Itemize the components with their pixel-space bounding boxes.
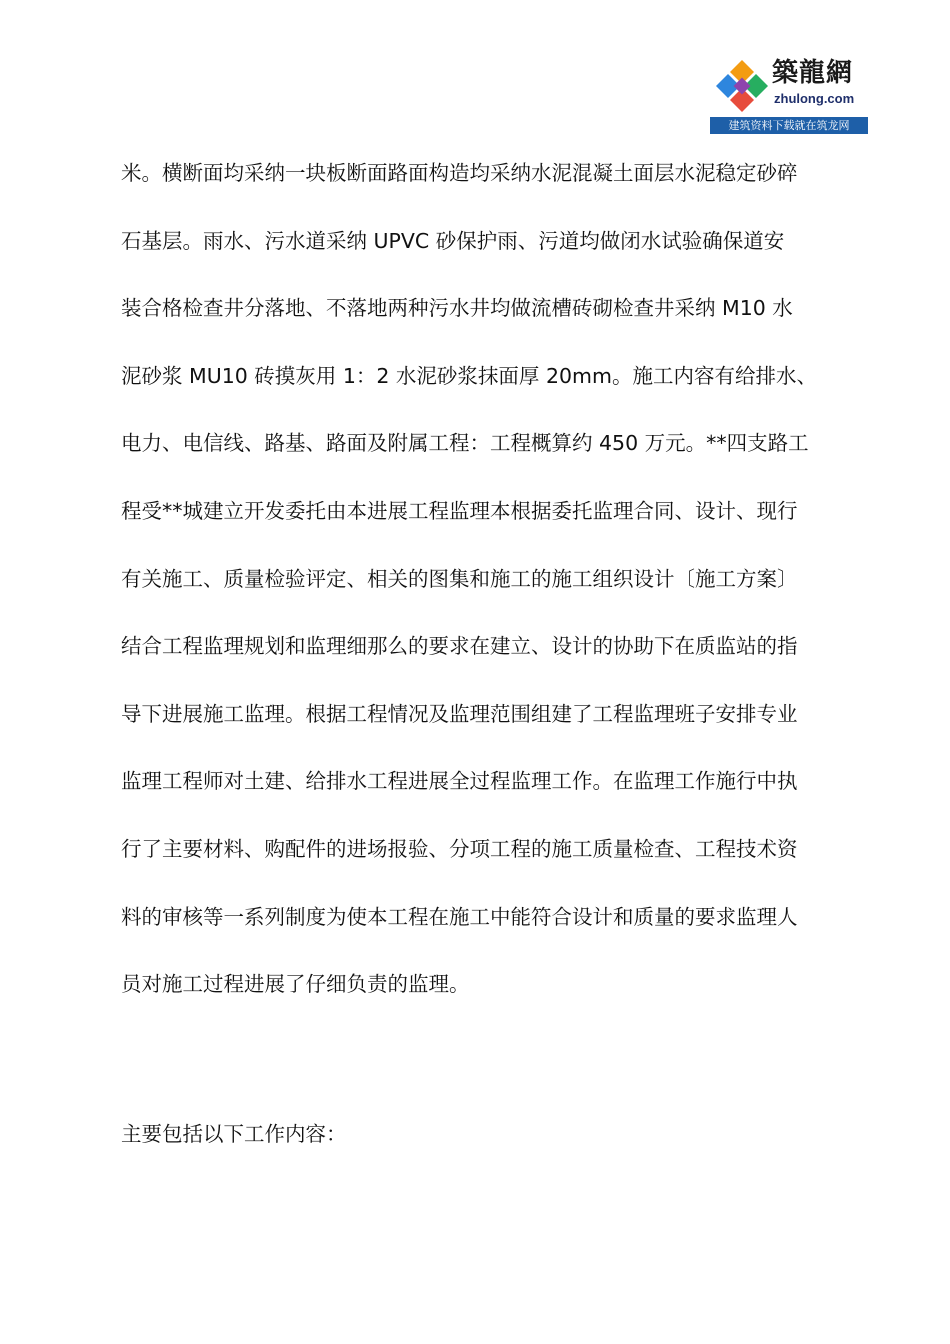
logo-mark-icon: [714, 58, 770, 112]
text-line: 监理工程师对土建、给排水工程进展全过程监理工作。在监理工作施行中执: [121, 769, 798, 794]
text-line: 电力、电信线、路基、路面及附属工程：工程概算约 450 万元。**四支路工: [121, 431, 809, 456]
text-line: 结合工程监理规划和监理细那么的要求在建立、设计的协助下在质监站的指: [121, 634, 798, 659]
text-line: 泥砂浆 MU10 砖摸灰用 1：2 水泥砂浆抹面厚 20mm。施工内容有给排水、: [121, 363, 817, 388]
text-line: 米。横断面均采纳一块板断面路面构造均采纳水泥混凝土面层水泥稳定砂碎: [121, 161, 798, 185]
logo-header: [710, 54, 868, 116]
body-paragraph: [121, 147, 861, 1026]
logo-slogan: 建筑资料下载就在筑龙网: [710, 117, 868, 134]
text-line: 料的审核等一系列制度为使本工程在施工中能符合设计和质量的要求监理人: [121, 904, 798, 929]
text-line: 有关施工、质量检验评定、相关的图集和施工的施工组织设计〔施工方案〕: [121, 566, 798, 591]
logo-name-cn: 築龍網: [772, 58, 854, 88]
text-line: 员对施工过程进展了仔细负责的监理。: [121, 972, 470, 997]
logo-domain: zhulong.com: [774, 91, 855, 106]
section-heading: 主要包括以下工作内容：: [121, 1122, 347, 1146]
text-line: 程受**城建立开发委托由本进展工程监理本根据委托监理合同、设计、现行: [121, 498, 798, 523]
text-line: 导下进展施工监理。根据工程情况及监理范围组建了工程监理班子安排专业: [121, 701, 798, 726]
text-line: 行了主要材料、购配件的进场报验、分项工程的施工质量检查、工程技术资: [121, 836, 798, 861]
zhulong-logo: [710, 54, 868, 134]
text-line: 石基层。雨水、污水道采纳 UPVC 砂保护雨、污道均做闭水试验确保道安: [121, 228, 785, 253]
text-line: 装合格检查井分落地、不落地两种污水井均做流槽砖砌检查井采纳 M10 水: [121, 296, 793, 321]
